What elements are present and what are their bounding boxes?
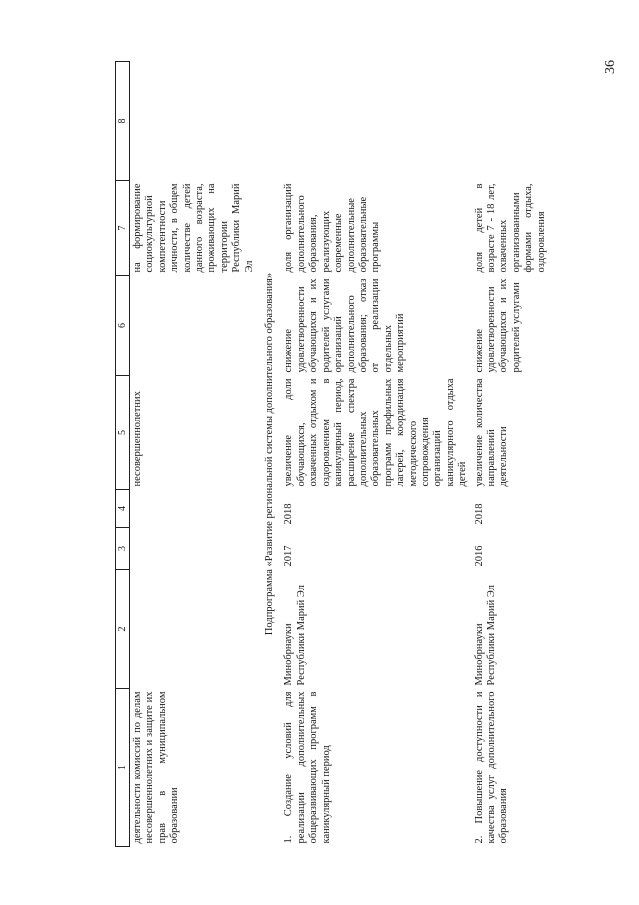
col-header-3: 3 bbox=[116, 528, 130, 570]
start-year: 2017 bbox=[283, 545, 295, 567]
executor: Минобрнауки Республики Марий Эл bbox=[283, 585, 307, 686]
subprogram-title: Подпрограмма «Развитие региональной системы дополнительного образования» bbox=[264, 272, 276, 636]
col-header-4: 4 bbox=[116, 490, 130, 528]
end-year: 2018 bbox=[283, 503, 295, 525]
continuation-indicator: на формирование социокультурной компетентности личности, в общем количестве детей данного возраста, проживающих на территории Республики Марий Эл bbox=[132, 183, 255, 273]
program-measures-table bbox=[115, 61, 550, 847]
col-header-8: 8 bbox=[116, 62, 130, 181]
executor: Минобрнауки Республики Марий Эл bbox=[473, 585, 497, 686]
col-header-2: 2 bbox=[116, 570, 130, 689]
indicator-link: доля организаций дополнительного образования, реализующих современные дополнительные образовательные программы bbox=[283, 183, 382, 273]
expected-result: увеличение доли обучающихся, охваченных отдыхом и оздоровлением в каникулярный период, расширение спектра дополнительных образовательных программ профильных лагерей, координация методического сопровождения организаций каникулярного отдыха детей bbox=[283, 378, 469, 487]
end-year: 2018 bbox=[473, 503, 485, 525]
col-header-5: 5 bbox=[116, 376, 130, 490]
consequences: снижение удовлетворенности обучающихся и их родителей услугами bbox=[473, 278, 522, 373]
column-number-row bbox=[116, 62, 130, 847]
col-header-7: 7 bbox=[116, 181, 130, 276]
table-row bbox=[281, 62, 471, 847]
subprogram-title-row bbox=[258, 62, 281, 847]
indicator-link: доля детей в возрасте 7 - 18 лет, охваченных организованными формами отдыха, оздоровления bbox=[473, 183, 547, 273]
col-header-1: 1 bbox=[116, 689, 130, 847]
measure-name: 1. Создание условий для реализации дополнительных общеразвивающих программ в каникулярный период bbox=[283, 691, 332, 844]
table-row bbox=[472, 62, 550, 847]
continuation-result: несовершеннолетних bbox=[132, 391, 143, 487]
col-header-6: 6 bbox=[116, 276, 130, 376]
continuation-row bbox=[130, 62, 259, 847]
row-number: 1. bbox=[283, 835, 295, 844]
consequences: снижение удовлетворенности обучающихся и их родителей услугами организаций дополнительного образования; отказ от реализации отдельных мероприятий bbox=[283, 278, 407, 373]
rotated-table-page bbox=[115, 62, 547, 847]
measure-name: 2. Повышение доступности и качества услуг дополнительного образования bbox=[473, 691, 510, 844]
continuation-measure-name: деятельности комиссий по делам несовершеннолетних и защите их прав в муниципальном образовании bbox=[132, 691, 181, 844]
start-year: 2016 bbox=[473, 545, 485, 567]
row-number: 2. bbox=[473, 835, 485, 844]
expected-result: увеличение количества направлений деятельности bbox=[473, 378, 510, 487]
page-number: 36 bbox=[603, 60, 618, 74]
